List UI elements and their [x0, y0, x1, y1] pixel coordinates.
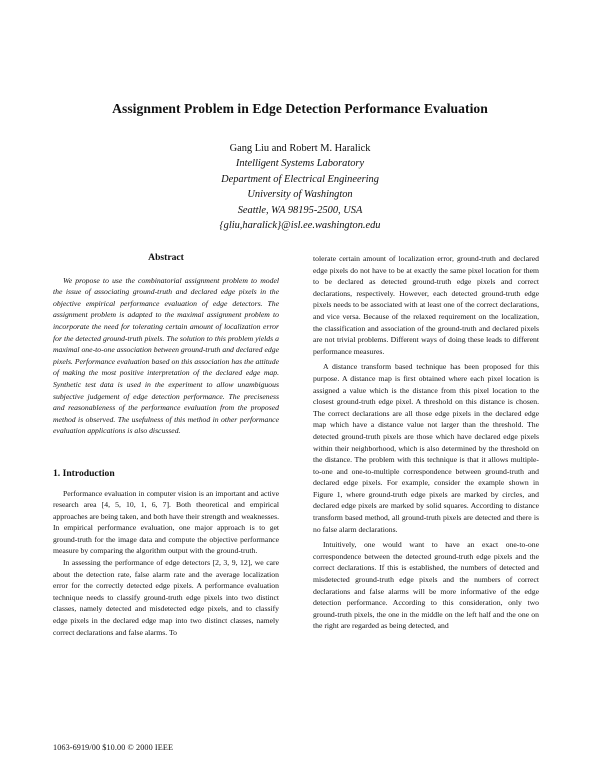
- author-names: Gang Liu and Robert M. Haralick: [229, 143, 371, 154]
- intro-paragraph-2: In assessing the performance of edge detectors [2, 3, 9, 12], we care about the detection rate, false alarm rate and the average localization error for the correctly detected edge pixels. A performance evaluation technique needs to classify ground-truth edge pixels into two distinct classes, namely detected and misdetected edge pixels, and to classify edge pixels in the declared edge map into two distinct classes, namely correct declarations and false alarms. To: [53, 558, 279, 637]
- right-paragraph-3: Intuitively, one would want to have an exact one-to-one correspondence between the detected ground-truth edge pixels and the correct declarations. If this is established, the numbers of detected and misdetected ground-truth edge pixels and the numbers of correct declarations and false alarms will be more informative of the edge detection performance. According to this consideration, only two ground-truth pixels, the one in the middle on the left half and the one on the right are regarded as being detected, and: [313, 540, 539, 631]
- affiliation-dept: Department of Electrical Engineering: [221, 173, 379, 185]
- left-column: [53, 252, 279, 638]
- paper-title: Assignment Problem in Edge Detection Performance Evaluation: [112, 101, 488, 116]
- introduction-section: [53, 468, 279, 638]
- right-paragraph-2: A distance transform based technique has been proposed for this purpose. A distance map is first obtained where each pixel location is assigned a value which is the distance from this pixel location to the closest ground-truth edge pixel. A threshold on this distance is chosen. The correct declarations are all those edge pixels in the declared edge map which have a distance value not larger than the threshold. The detected ground-truth pixels are those which have declared edge pixels within their neighborhood, which is also determined by the threshold on the distance. The problem with this technique is that it allows multiple-to-one and one-to-multiple correspondence between ground-truth and declared edge pixels. For example, consider the example shown in Figure 1, where ground-truth edge pixels are marked by circles, and declared edge pixels are marked by solid squares. According to distance transform based method, all ground-truth pixels are detected and there is no false alarm declarations.: [313, 362, 539, 534]
- intro-paragraph-1: Performance evaluation in computer vision is an important and active research area [4, 5, 10, 1, 6, 7]. Both theoretical and empirical approaches are being taken, and both have their strength and weaknesses. In empirical performance evaluation, one major approach is to get ground-truth for the image data and compute the objective performance measure by comparing the algorithm output with the ground-truth.: [53, 488, 279, 556]
- author-block: [0, 141, 600, 233]
- affiliation-univ: University of Washington: [247, 189, 353, 201]
- abstract-heading: Abstract: [148, 252, 184, 263]
- right-column: [313, 253, 539, 632]
- copyright-footer: 1063-6919/00 $10.00 © 2000 IEEE: [53, 743, 174, 752]
- affiliation-lab: Intelligent Systems Laboratory: [235, 158, 365, 170]
- abstract-section: [53, 252, 279, 437]
- introduction-heading: 1. Introduction: [53, 467, 115, 479]
- affiliation-address: Seattle, WA 98195-2500, USA: [237, 204, 363, 216]
- author-email: {gliu,haralick}@isl.ee.washington.edu: [219, 220, 381, 232]
- abstract-text: We propose to use the combinatorial assignment problem to model the issue of associating ground-truth and declared edge pixels in the objective empirical performance evaluation of edge detectors. The assignment problem is adapted to the maximal assignment problem to incorporate the need for tolerating certain amount of localization error for the detected ground-truth pixels. The solution to this problem yields a maximal one-to-one association between ground-truth and declared edge pixels. Performance evaluation based on this association has the attitude of making the most positive interpretation of the declared edge map. Synthetic test data is used in the experiment to allow unambiguous subjective judgement of edge detection performance. The preciseness and reasonableness of the performance evaluation from the proposed method is observed. The usefulness of this method in other performance evaluation applications is also discussed.: [53, 275, 279, 436]
- right-paragraph-1: tolerate certain amount of localization error, ground-truth and declared edge pixels do not have to be at exactly the same pixel location for them to be declared as detected ground-truth edge pixels and correct declarations, respectively. However, each detected ground-truth edge pixels needs to be associated with at least one of the correct declarations, and vice versa. Because of the relaxed requirement on the localization, the classification and association of the ground-truth and declared pixels are not trivial problems. Different ways of doing these leads to different performance measures.: [313, 254, 539, 356]
